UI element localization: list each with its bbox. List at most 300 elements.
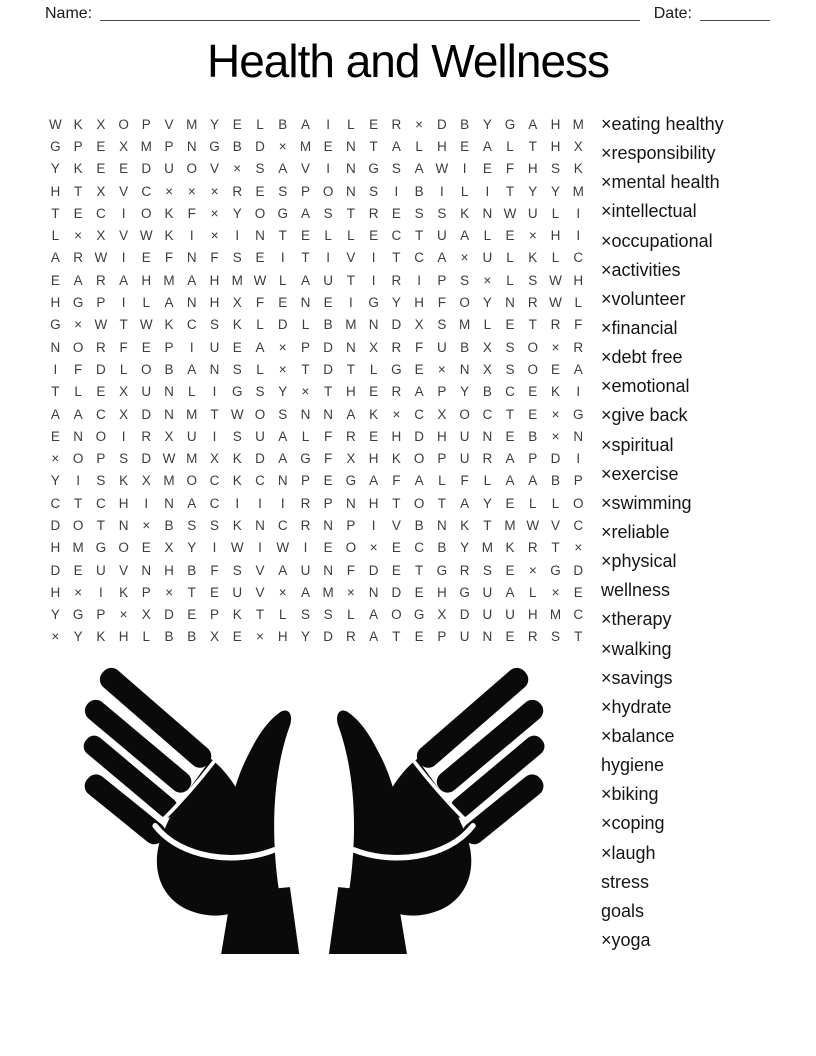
grid-cell-r13c16: R [391, 384, 402, 400]
grid-cell-r8c13: U [323, 272, 334, 288]
grid-cell-r10c4: T [119, 317, 128, 333]
grid-cell-r17c20: L [483, 473, 492, 489]
grid-cell-r18c15: H [368, 495, 379, 511]
grid-cell-r15c2: N [73, 428, 83, 444]
grid-cell-r4c4: V [119, 183, 129, 199]
grid-cell-r14c3: C [95, 406, 106, 422]
grid-cell-r6c16: C [391, 228, 402, 244]
grid-cell-r24c22: R [527, 629, 538, 645]
grid-cell-r23c12: S [300, 607, 310, 623]
grid-cell-r16c16: K [391, 451, 401, 467]
grid-cell-r10c21: E [505, 317, 515, 333]
grid-cell-r6c2: × [74, 228, 83, 244]
grid-cell-r4c9: R [232, 183, 243, 199]
grid-cell-r12c11: × [278, 361, 287, 377]
grid-cell-r2c23: H [550, 138, 561, 154]
grid-cell-r4c12: P [300, 183, 310, 199]
grid-cell-r11c17: F [414, 339, 424, 355]
grid-cell-r16c10: D [255, 451, 265, 467]
grid-cell-r3c19: I [462, 161, 467, 177]
grid-cell-r9c1: H [50, 295, 61, 311]
grid-cell-r19c10: N [255, 517, 265, 533]
grid-cell-r8c22: S [528, 272, 538, 288]
grid-cell-r21c8: F [210, 562, 219, 578]
grid-cell-r8c20: × [483, 272, 492, 288]
grid-cell-r20c21: K [505, 540, 515, 556]
grid-cell-r6c24: I [576, 228, 581, 244]
grid-cell-r8c24: H [573, 272, 584, 288]
grid-cell-r18c6: N [164, 495, 174, 511]
grid-cell-r17c23: B [551, 473, 561, 489]
grid-cell-r9c19: O [459, 295, 470, 311]
grid-cell-r7c4: I [121, 250, 126, 266]
grid-cell-r24c24: T [574, 629, 583, 645]
grid-cell-r9c24: L [574, 295, 583, 311]
grid-cell-r12c12: T [301, 361, 310, 377]
grid-cell-r16c18: P [437, 451, 447, 467]
grid-cell-r10c10: L [256, 317, 264, 333]
grid-cell-r10c12: L [301, 317, 310, 333]
grid-cell-r13c1: T [51, 384, 60, 400]
grid-cell-r6c9: I [235, 228, 240, 244]
grid-cell-r7c6: F [164, 250, 174, 266]
grid-cell-r16c19: U [459, 451, 470, 467]
grid-cell-r20c6: X [164, 540, 174, 556]
grid-cell-r3c1: Y [50, 161, 60, 177]
header-row [45, 4, 770, 24]
grid-cell-r7c18: A [437, 250, 447, 266]
grid-cell-r20c9: W [230, 540, 244, 556]
grid-cell-r13c10: S [255, 384, 265, 400]
grid-cell-r11c10: A [255, 339, 265, 355]
grid-cell-r2c8: G [209, 138, 220, 154]
grid-cell-r9c2: G [72, 295, 84, 311]
word-list-item: stress [601, 871, 650, 892]
grid-cell-r18c8: C [209, 495, 220, 511]
grid-cell-r12c1: I [53, 361, 58, 377]
grid-cell-r17c12: P [300, 473, 310, 489]
grid-cell-r7c7: N [186, 250, 197, 266]
grid-cell-r18c19: A [460, 495, 470, 511]
grid-cell-r19c8: S [210, 517, 220, 533]
grid-cell-r8c14: T [346, 272, 356, 288]
grid-cell-r15c21: E [505, 428, 515, 444]
grid-cell-r20c4: O [118, 540, 129, 556]
grid-cell-r20c12: I [303, 540, 308, 556]
grid-cell-r6c23: H [550, 228, 561, 244]
grid-cell-r4c3: X [96, 183, 106, 199]
grid-cell-r20c22: R [527, 540, 538, 556]
grid-cell-r10c14: M [345, 317, 357, 333]
grid-cell-r7c2: R [73, 250, 83, 266]
grid-cell-r19c16: V [391, 517, 401, 533]
word-list-item: ×give back [601, 405, 688, 426]
grid-cell-r22c4: K [119, 584, 129, 600]
grid-cell-r12c2: F [73, 361, 83, 377]
grid-cell-r5c3: C [95, 205, 106, 221]
grid-cell-r8c10: W [253, 272, 267, 288]
grid-cell-r12c23: E [551, 361, 561, 377]
grid-cell-r5c19: K [460, 205, 470, 221]
grid-cell-r22c19: G [459, 584, 470, 600]
grid-cell-r21c15: D [368, 562, 379, 578]
grid-cell-r6c15: E [369, 228, 379, 244]
grid-cell-r21c16: E [391, 562, 401, 578]
grid-cell-r15c23: × [551, 428, 560, 444]
word-list-item: ×walking [601, 638, 672, 659]
grid-cell-r15c20: N [482, 428, 493, 444]
grid-cell-r10c9: K [232, 317, 242, 333]
grid-cell-r5c6: K [164, 205, 174, 221]
grid-cell-r23c15: A [369, 607, 379, 623]
grid-cell-r16c12: G [300, 451, 311, 467]
grid-cell-r5c16: E [391, 205, 401, 221]
grid-cell-r1c2: K [73, 116, 83, 132]
grid-cell-r11c23: × [551, 339, 560, 355]
grid-cell-r5c14: T [346, 205, 356, 221]
word-list-item: ×responsibility [601, 143, 716, 164]
grid-cell-r7c23: L [551, 250, 560, 266]
grid-cell-r12c13: D [323, 361, 334, 377]
grid-cell-r10c7: C [186, 317, 197, 333]
grid-cell-r18c7: A [187, 495, 197, 511]
grid-cell-r18c24: O [573, 495, 584, 511]
grid-cell-r5c4: I [121, 205, 126, 221]
grid-cell-r23c20: U [482, 607, 493, 623]
word-list-item: ×intellectual [601, 201, 697, 222]
grid-cell-r16c22: P [528, 451, 538, 467]
grid-cell-r10c19: M [458, 317, 471, 333]
word-list-item: ×yoga [601, 930, 651, 950]
grid-cell-r9c12: N [300, 295, 311, 311]
grid-cell-r14c15: K [369, 406, 379, 422]
grid-cell-r23c10: T [255, 607, 265, 623]
grid-cell-r5c18: S [437, 205, 447, 221]
grid-cell-r23c18: X [437, 607, 447, 623]
grid-cell-r22c22: L [529, 584, 537, 600]
grid-cell-r3c3: E [96, 161, 106, 177]
word-list-item: hygiene [601, 755, 665, 776]
grid-cell-r3c2: K [73, 161, 83, 177]
grid-cell-r1c11: B [278, 116, 288, 132]
grid-cell-r1c6: V [164, 116, 174, 132]
grid-cell-r3c6: U [164, 161, 174, 177]
grid-cell-r9c18: F [437, 295, 446, 311]
grid-cell-r22c20: U [482, 584, 493, 600]
grid-cell-r16c15: H [368, 451, 379, 467]
grid-cell-r24c11: H [277, 629, 288, 645]
grid-cell-r13c21: C [505, 384, 515, 400]
grid-cell-r5c8: × [210, 205, 219, 221]
grid-cell-r14c14: A [346, 406, 356, 422]
grid-cell-r17c24: P [573, 473, 583, 489]
grid-cell-r13c13: T [324, 384, 333, 400]
grid-cell-r15c14: R [346, 428, 356, 444]
grid-cell-r16c11: A [278, 451, 288, 467]
grid-cell-r21c20: S [482, 562, 492, 578]
grid-cell-r14c10: O [254, 406, 266, 422]
grid-cell-r1c8: Y [210, 116, 220, 132]
grid-cell-r21c13: N [323, 562, 334, 578]
grid-cell-r22c6: × [165, 584, 173, 600]
grid-cell-r9c3: P [96, 295, 106, 311]
grid-cell-r1c23: H [550, 116, 561, 132]
grid-cell-r5c22: U [527, 205, 538, 221]
grid-cell-r17c14: G [345, 473, 357, 489]
grid-cell-r23c6: D [164, 607, 174, 623]
grid-cell-r12c8: N [209, 361, 220, 377]
grid-cell-r15c22: B [528, 428, 538, 444]
grid-cell-r13c22: E [528, 384, 538, 400]
grid-cell-r23c22: H [527, 607, 538, 623]
grid-cell-r11c22: O [527, 339, 539, 355]
grid-cell-r8c23: W [549, 272, 562, 288]
grid-cell-r17c22: A [528, 473, 538, 489]
word-list-item: ×swimming [601, 492, 692, 513]
grid-cell-r19c24: C [573, 517, 584, 533]
grid-cell-r17c11: N [277, 473, 288, 489]
grid-cell-r13c20: B [482, 384, 492, 400]
grid-cell-r12c18: × [437, 361, 446, 377]
grid-cell-r11c18: U [436, 339, 447, 355]
grid-cell-r10c11: D [277, 317, 288, 333]
grid-cell-r12c24: A [573, 361, 583, 377]
grid-cell-r20c1: H [50, 540, 61, 556]
grid-cell-r4c6: × [165, 183, 173, 199]
grid-cell-r9c21: N [505, 295, 515, 311]
grid-cell-r11c8: U [209, 339, 220, 355]
grid-cell-r17c1: Y [50, 473, 60, 489]
grid-cell-r1c19: B [460, 116, 470, 132]
grid-cell-r22c23: × [551, 584, 560, 600]
grid-cell-r17c19: F [460, 473, 469, 489]
grid-cell-r1c7: M [186, 116, 198, 132]
grid-cell-r1c13: I [326, 116, 331, 132]
word-list-item: wellness [601, 580, 671, 601]
grid-cell-r22c17: E [414, 584, 424, 600]
grid-cell-r23c16: O [391, 607, 402, 623]
grid-cell-r23c17: G [413, 607, 425, 623]
grid-cell-r7c12: T [301, 250, 310, 266]
grid-cell-r24c10: × [256, 629, 264, 645]
grid-cell-r2c18: H [436, 138, 447, 154]
grid-cell-r6c17: T [414, 228, 424, 244]
grid-cell-r13c23: K [551, 384, 561, 400]
grid-cell-r14c18: X [437, 406, 447, 422]
grid-cell-r14c8: T [210, 406, 219, 422]
grid-cell-r6c21: E [505, 228, 515, 244]
grid-cell-r12c16: G [391, 361, 402, 377]
grid-cell-r20c3: G [95, 540, 107, 556]
grid-cell-r15c9: S [232, 428, 242, 444]
grid-cell-r2c9: B [232, 138, 242, 154]
grid-cell-r14c7: M [186, 406, 198, 422]
grid-cell-r24c16: T [392, 629, 401, 645]
grid-cell-r4c7: × [187, 183, 196, 199]
grid-cell-r11c4: F [119, 339, 128, 355]
grid-cell-r7c8: F [210, 250, 219, 266]
grid-cell-r5c12: A [300, 205, 310, 221]
grid-cell-r5c1: T [51, 205, 60, 221]
grid-cell-r14c19: O [459, 406, 470, 422]
grid-cell-r10c20: L [483, 317, 492, 333]
grid-cell-r5c21: W [503, 205, 517, 221]
grid-cell-r6c8: × [210, 228, 219, 244]
grid-cell-r18c1: C [50, 495, 61, 511]
grid-cell-r18c22: L [529, 495, 537, 511]
grid-cell-r24c2: Y [73, 629, 83, 645]
grid-cell-r10c13: B [323, 317, 333, 333]
grid-cell-r1c10: L [256, 116, 264, 132]
grid-cell-r3c14: N [346, 161, 356, 177]
grid-cell-r18c18: T [437, 495, 446, 511]
grid-cell-r2c24: X [573, 138, 583, 154]
grid-cell-r16c21: A [505, 451, 515, 467]
grid-cell-r11c7: I [189, 339, 194, 355]
grid-cell-r11c13: D [323, 339, 334, 355]
grid-cell-r8c9: M [231, 272, 243, 288]
grid-cell-r17c8: C [209, 473, 220, 489]
grid-cell-r20c8: I [212, 540, 217, 556]
grid-cell-r14c20: C [482, 406, 493, 422]
grid-cell-r24c15: A [369, 629, 379, 645]
grid-cell-r4c21: T [505, 183, 515, 199]
grid-cell-r4c23: Y [551, 183, 561, 199]
grid-cell-r6c13: L [324, 228, 332, 244]
grid-cell-r8c7: A [187, 272, 197, 288]
grid-cell-r7c24: C [573, 250, 584, 266]
grid-cell-r20c19: Y [460, 540, 470, 556]
grid-cell-r23c8: P [210, 607, 220, 623]
grid-cell-r16c23: D [550, 451, 561, 467]
grid-cell-r21c4: V [119, 562, 129, 578]
grid-cell-r9c14: I [349, 295, 353, 311]
grid-cell-r12c7: A [187, 361, 197, 377]
grid-cell-r7c15: I [371, 250, 376, 266]
grid-cell-r16c24: I [576, 451, 581, 467]
grid-cell-r22c21: A [505, 584, 515, 600]
grid-cell-r17c18: L [438, 473, 446, 489]
grid-cell-r23c11: L [278, 607, 287, 623]
grid-cell-r13c24: I [576, 384, 581, 400]
grid-cell-r18c20: Y [482, 495, 492, 511]
grid-cell-r14c13: N [323, 406, 334, 422]
grid-cell-r23c24: C [573, 607, 584, 623]
grid-cell-r6c3: X [96, 228, 106, 244]
grid-cell-r15c6: X [164, 428, 174, 444]
grid-cell-r3c16: S [391, 161, 401, 177]
grid-cell-r4c13: O [322, 183, 334, 199]
grid-cell-r11c24: R [573, 339, 584, 355]
grid-cell-r8c11: L [278, 272, 287, 288]
grid-cell-r5c15: R [368, 205, 379, 221]
word-list-item: ×laugh [601, 842, 656, 863]
grid-cell-r1c1: W [48, 116, 62, 132]
grid-cell-r23c9: K [232, 607, 242, 623]
grid-cell-r12c20: X [482, 361, 492, 377]
grid-cell-r4c19: L [460, 183, 469, 199]
grid-cell-r16c8: X [210, 451, 220, 467]
grid-cell-r17c17: A [414, 473, 424, 489]
grid-cell-r14c5: D [141, 406, 152, 422]
grid-cell-r19c11: C [277, 517, 288, 533]
grid-cell-r15c3: O [95, 428, 107, 444]
grid-cell-r2c5: M [140, 138, 152, 154]
grid-cell-r24c5: L [142, 629, 151, 645]
grid-cell-r19c17: B [414, 517, 424, 533]
grid-cell-r8c21: L [506, 272, 514, 288]
grid-cell-r5c11: G [277, 205, 288, 221]
grid-cell-r7c11: I [280, 250, 285, 266]
grid-cell-r6c4: V [119, 228, 129, 244]
grid-cell-r23c19: D [459, 607, 470, 623]
word-list-item: ×hydrate [601, 696, 672, 717]
word-list-item: ×activities [601, 259, 681, 280]
grid-cell-r13c4: X [119, 384, 129, 400]
grid-cell-r21c12: U [300, 562, 311, 578]
grid-cell-r4c1: H [50, 183, 61, 199]
grid-cell-r4c5: C [141, 183, 152, 199]
grid-cell-r15c13: F [324, 428, 333, 444]
grid-cell-r6c11: T [278, 228, 287, 244]
grid-cell-r19c13: N [323, 517, 334, 533]
grid-cell-r16c3: P [96, 451, 106, 467]
grid-cell-r1c15: E [369, 116, 379, 132]
grid-cell-r3c21: F [505, 161, 515, 177]
grid-cell-r8c1: E [50, 272, 60, 288]
grid-cell-r5c23: L [551, 205, 560, 221]
grid-cell-r3c17: A [414, 161, 424, 177]
grid-cell-r24c23: S [551, 629, 561, 645]
grid-cell-r4c20: I [485, 183, 490, 199]
grid-cell-r19c3: T [96, 517, 105, 533]
grid-cell-r2c12: M [299, 138, 312, 154]
grid-cell-r23c13: S [323, 607, 333, 623]
grid-cell-r2c15: T [369, 138, 378, 154]
grid-cell-r23c3: P [96, 607, 106, 623]
grid-cell-r8c6: M [163, 272, 175, 288]
grid-cell-r17c9: K [232, 473, 242, 489]
grid-cell-r12c10: L [256, 361, 264, 377]
grid-cell-r9c23: W [549, 295, 562, 311]
grid-cell-r21c17: T [414, 562, 424, 578]
word-list-item: ×coping [601, 813, 665, 834]
grid-cell-r11c9: E [232, 339, 242, 355]
grid-cell-r20c11: W [276, 540, 290, 556]
grid-cell-r9c7: N [186, 295, 197, 311]
grid-cell-r18c23: L [551, 495, 560, 511]
grid-cell-r21c11: A [278, 562, 288, 578]
grid-cell-r8c8: H [209, 272, 220, 288]
grid-cell-r14c9: W [230, 406, 244, 422]
grid-cell-r14c17: C [414, 406, 424, 422]
grid-cell-r9c10: F [255, 295, 265, 311]
grid-cell-r14c22: E [528, 406, 538, 422]
grid-cell-r24c4: H [118, 629, 129, 645]
grid-cell-r3c7: O [186, 161, 198, 177]
grid-cell-r6c14: L [347, 228, 355, 244]
word-list-item: ×exercise [601, 463, 679, 484]
grid-cell-r3c23: S [551, 161, 561, 177]
grid-cell-r12c22: O [527, 361, 539, 377]
grid-cell-r16c4: S [119, 451, 129, 467]
grid-cell-r8c12: A [300, 272, 310, 288]
grid-cell-r5c5: O [141, 205, 152, 221]
grid-cell-r22c9: U [232, 584, 243, 600]
grid-cell-r21c19: R [459, 562, 470, 578]
grid-cell-r18c12: R [300, 495, 311, 511]
grid-cell-r10c1: G [50, 317, 61, 333]
